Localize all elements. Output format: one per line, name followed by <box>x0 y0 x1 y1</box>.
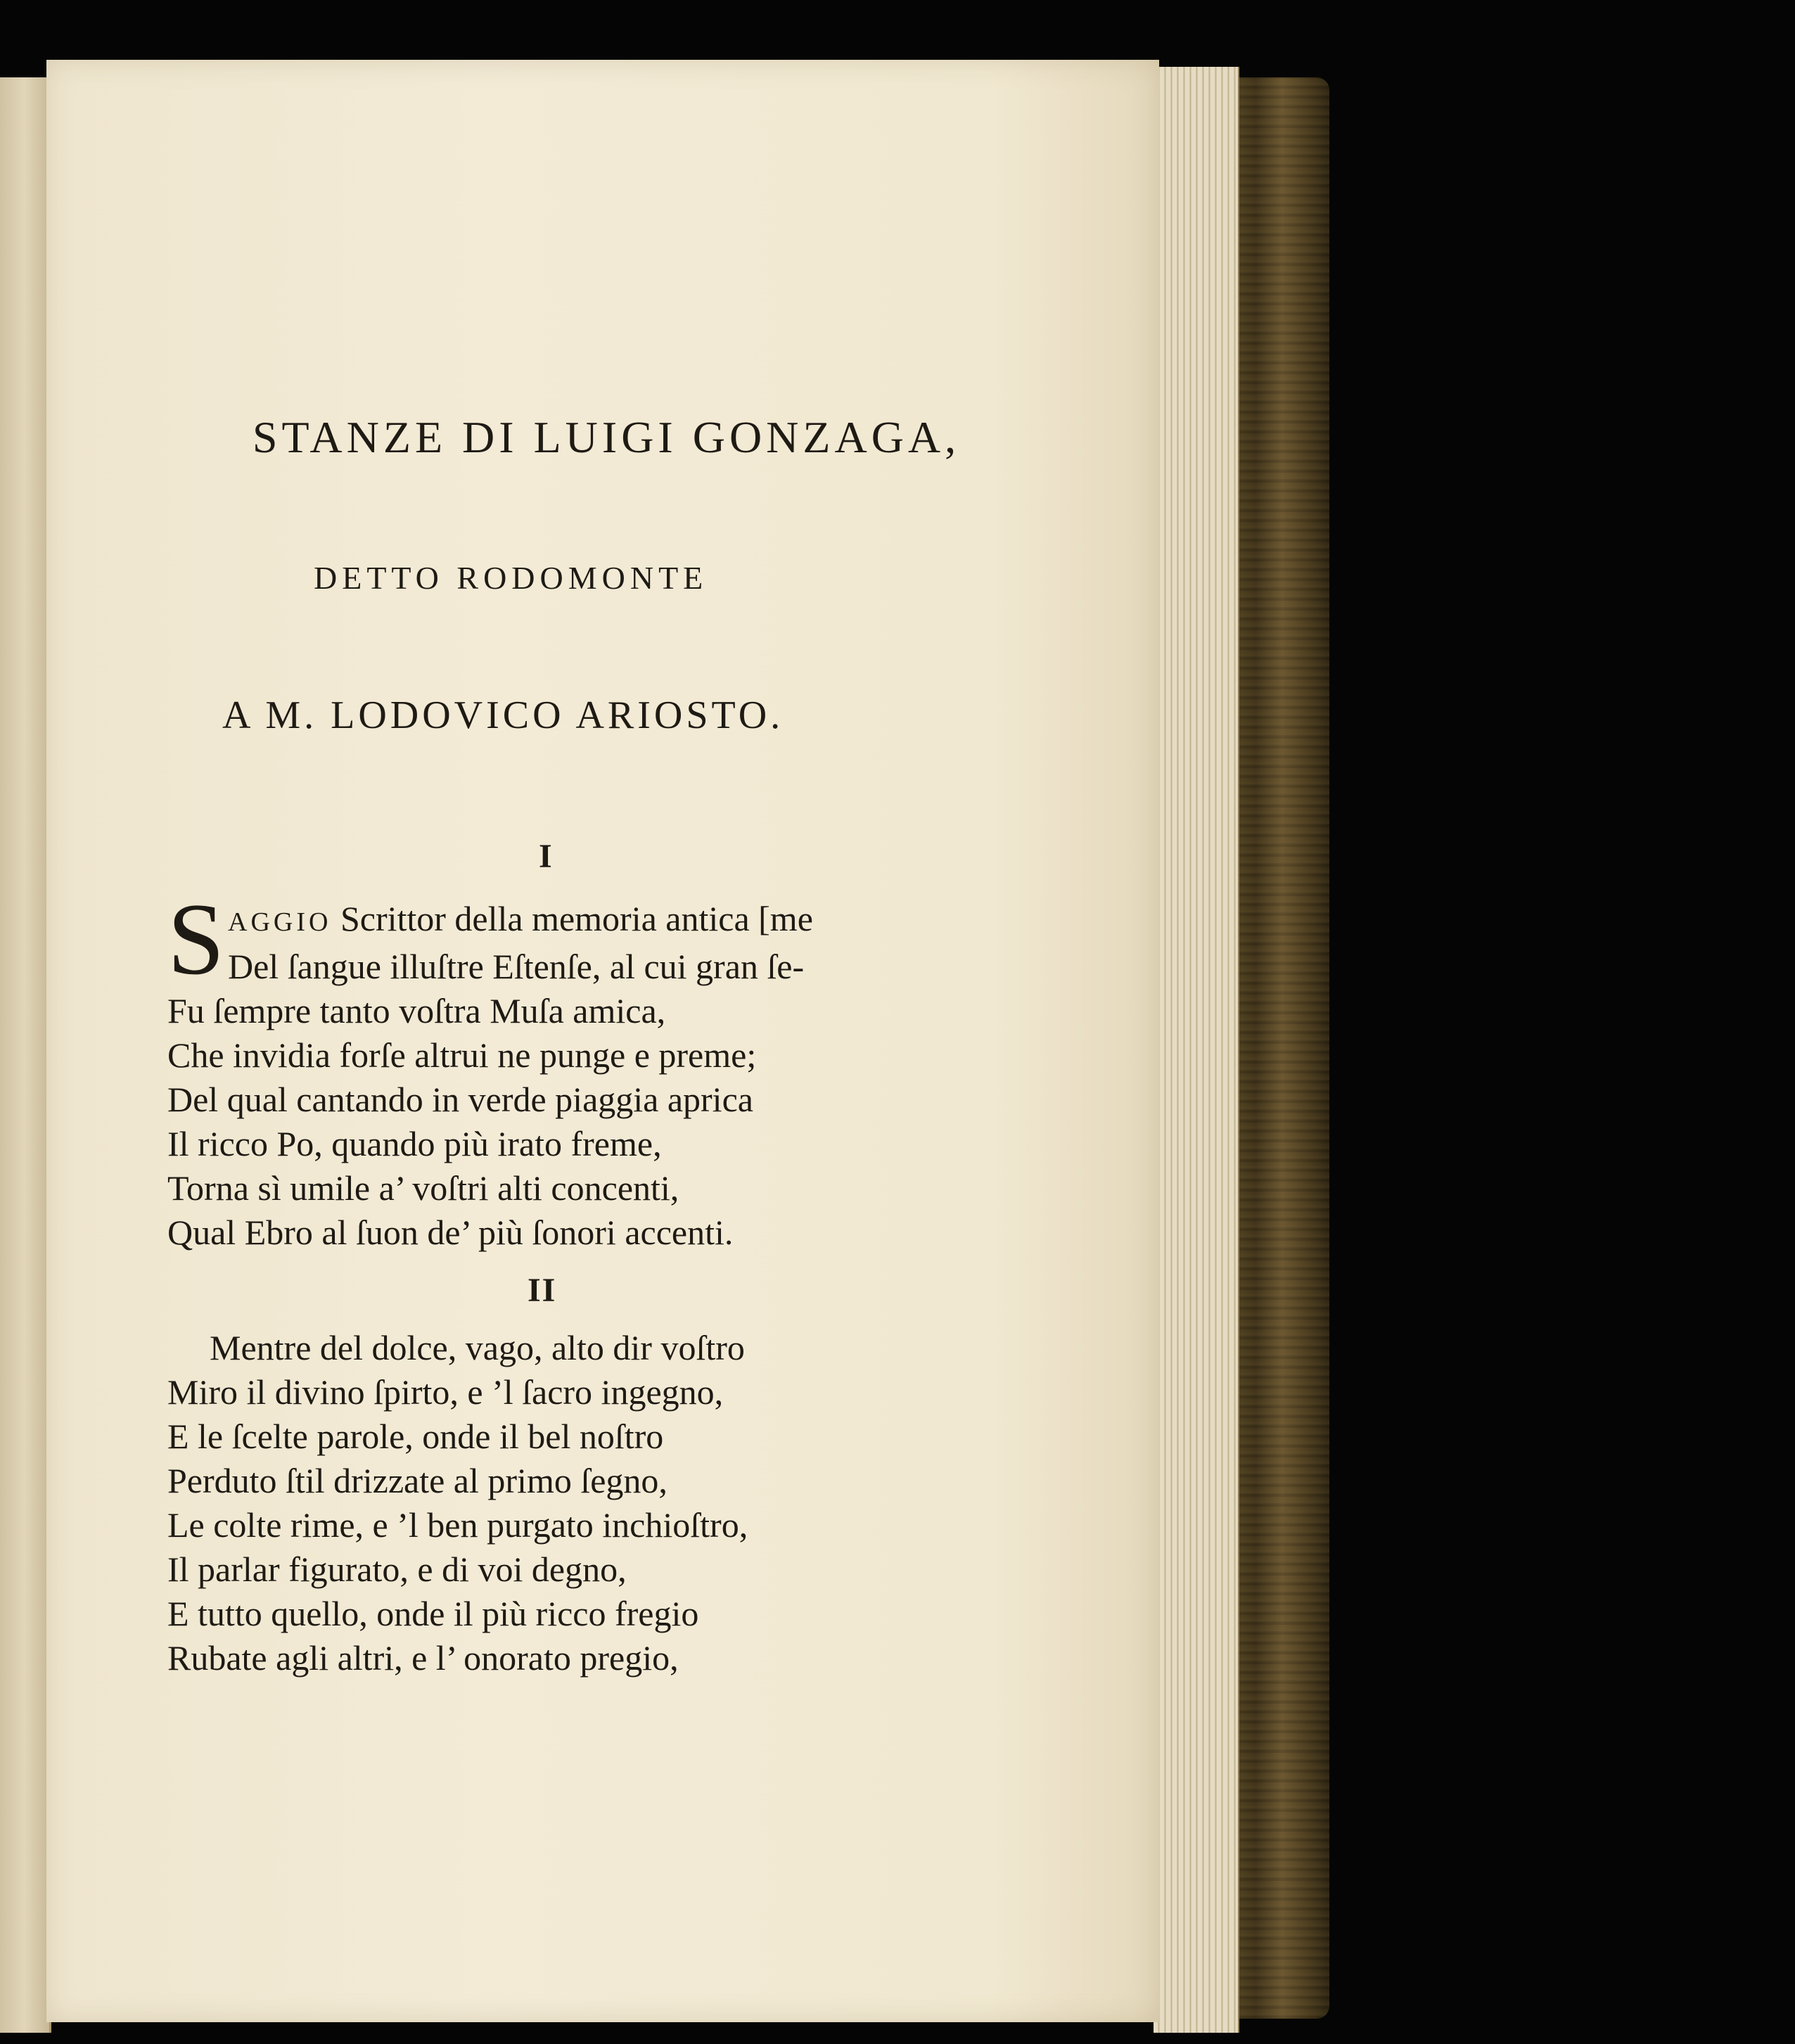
verse-line: Miro il divino ſpirto, e ’l ſacro ingegno, <box>167 1372 724 1412</box>
stanza-numeral: II <box>528 1272 557 1309</box>
verse-line: E le ſcelte parole, onde il bel noſtro <box>167 1417 664 1456</box>
verse-line: Del qual cantando in verde piaggia aprica <box>167 1080 753 1119</box>
verse-line: Il ricco Po, quando più irato freme, <box>167 1124 662 1163</box>
verse-line: Rubate agli altri, e l’ onorato pregio, <box>167 1638 679 1678</box>
small-caps-word: AGGIO <box>228 907 332 937</box>
verse-line: Che invidia forſe altrui ne punge e preme; <box>167 1035 757 1075</box>
stanza <box>167 1326 748 1680</box>
verse-line: Il parlar figurato, e di voi degno, <box>167 1550 627 1589</box>
leather-texture <box>1224 77 1329 2019</box>
page-title: STANZE DI LUIGI GONZAGA, <box>252 412 961 462</box>
verse-line: Perduto ſtil drizzate al primo ſegno, <box>167 1461 667 1500</box>
dedication-heading: A M. LODOVICO ARIOSTO. <box>222 694 784 737</box>
drop-cap: S <box>167 882 225 996</box>
page-subtitle: DETTO RODOMONTE <box>314 560 708 596</box>
verse-line: Torna sì umile a’ voſtri alti concenti, <box>167 1168 679 1208</box>
book-page <box>46 60 1159 2022</box>
verse-line: Le colte rime, e ’l ben purgato inchioſtro, <box>167 1505 748 1545</box>
verse-line: Del ſangue illuſtre Eſtenſe, al cui gran ſe- <box>228 947 805 986</box>
verse-text: Scrittor della memoria antica [me <box>331 899 813 938</box>
verse-line: Mentre del dolce, vago, alto dir voſtro <box>210 1328 745 1367</box>
verse-line: Qual Ebro al ſuon de’ più ſonori accenti. <box>167 1213 734 1252</box>
stanza <box>167 882 813 1255</box>
stanza-numeral: I <box>539 838 554 875</box>
verse-line: Fu ſempre tanto voſtra Muſa amica, <box>167 991 666 1030</box>
previous-page-edge <box>0 77 51 2033</box>
book-spine <box>1224 77 1329 2019</box>
page-stack-edge <box>1154 67 1239 2033</box>
verse-line <box>167 897 813 945</box>
verse-line: E tutto quello, onde il più ricco fregio <box>167 1594 699 1633</box>
